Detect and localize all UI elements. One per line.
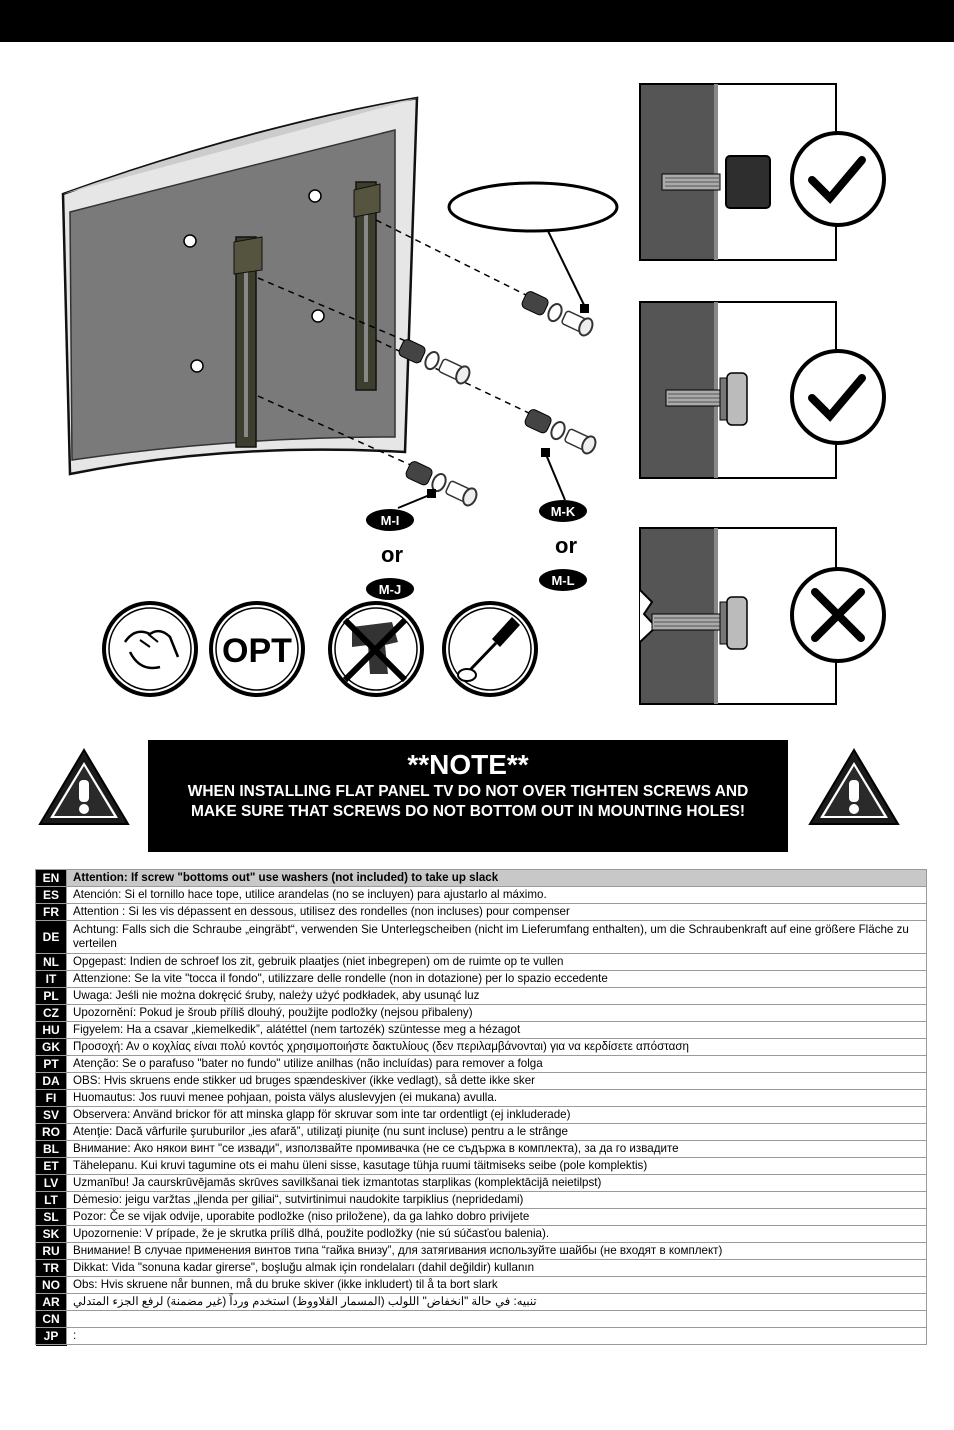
language-code: IT	[36, 971, 67, 988]
warning-triangle-icon-left	[36, 746, 132, 826]
language-row	[36, 1073, 927, 1090]
language-code: GK	[36, 1039, 67, 1056]
svg-text:M-I: M-I	[380, 513, 400, 528]
language-row	[36, 1243, 927, 1260]
language-text: تنبيه: في حالة "انخفاض" اللولب (المسمار القلاووظ) استخدم ورداً (غير مضمنة) لرفع الجزء المتدلي	[67, 1294, 927, 1311]
correct-install-panel-1	[640, 84, 884, 260]
installation-illustration	[0, 42, 954, 722]
svg-text:OPT: OPT	[222, 632, 292, 670]
language-code: SK	[36, 1226, 67, 1243]
language-code: DA	[36, 1073, 67, 1090]
label-m-i	[366, 509, 414, 531]
language-code: DE	[36, 921, 67, 954]
language-code: FR	[36, 904, 67, 921]
language-row	[36, 1090, 927, 1107]
note-title: **NOTE**	[407, 749, 529, 780]
svg-text:M-J: M-J	[378, 582, 402, 597]
warning-triangle-icon-right	[806, 746, 902, 826]
language-row	[36, 887, 927, 904]
language-row	[36, 921, 927, 954]
label-m-l	[539, 569, 587, 591]
language-row	[36, 988, 927, 1005]
language-warning-table	[35, 869, 927, 1345]
language-text: Achtung: Falls sich die Schraube „eingräbt“, verwenden Sie Unterlegscheiben (nicht im Lieferumfang enthalten), um die Schraubenkraft auf eine größere Fläche zu verteilen	[67, 921, 927, 954]
language-code: JP	[36, 1328, 67, 1345]
language-code: PT	[36, 1056, 67, 1073]
language-text: Внимание: Ако някои винт "се извади", използвайте промивачка (не се съдържа в комплекта), за да го извадите	[67, 1141, 927, 1158]
language-code	[36, 1345, 67, 1346]
language-code: ET	[36, 1158, 67, 1175]
language-text: Tähelepanu. Kui kruvi tagumine ots ei mahu üleni sisse, kasutage tühja ruumi täitmiseks seibe (pole komplektis)	[67, 1158, 927, 1175]
language-row	[36, 971, 927, 988]
language-text: Προσοχή: Αν ο κοχλίας είναι πολύ κοντός χρησιμοποιήστε δακτυλίους (δεν περιλαμβάνονται) για να κερδίσετε απόσταση	[67, 1039, 927, 1056]
language-text: Opgepast: Indien de schroef los zit, gebruik plaatjes (niet inbegrepen) om de ruimte op te vullen	[67, 954, 927, 971]
language-code: LT	[36, 1192, 67, 1209]
language-code: SL	[36, 1209, 67, 1226]
language-row	[36, 904, 927, 921]
language-code: RU	[36, 1243, 67, 1260]
callout-oval	[449, 183, 617, 231]
language-row	[36, 1226, 927, 1243]
language-code: BL	[36, 1141, 67, 1158]
language-row	[36, 1124, 927, 1141]
language-code: HU	[36, 1022, 67, 1039]
incorrect-install-panel	[640, 528, 884, 704]
language-row	[36, 1345, 927, 1346]
language-row	[36, 1039, 927, 1056]
language-row	[36, 954, 927, 971]
language-code: NO	[36, 1277, 67, 1294]
mounting-bracket-right	[354, 182, 380, 390]
or-label-right: or	[555, 533, 577, 558]
language-code: ES	[36, 887, 67, 904]
language-row	[36, 1192, 927, 1209]
language-text: Upozornění: Pokud je šroub příliš dlouhý, použijte podložky (nejsou přibaleny)	[67, 1005, 927, 1022]
language-row	[36, 1056, 927, 1073]
language-text: Dėmesio: jeigu varžtas „įlenda per giliai“, sutvirtinimui naudokite tarpiklius (nepridedami)	[67, 1192, 927, 1209]
language-row	[36, 1209, 927, 1226]
language-text	[67, 1345, 927, 1346]
language-row	[36, 1107, 927, 1124]
language-text: Attenzione: Se la vite "tocca il fondo", utilizzare delle rondelle (non in dotazione) per lo spazio eccedente	[67, 971, 927, 988]
language-row	[36, 1311, 927, 1328]
language-text	[67, 1311, 927, 1328]
language-text: Observera: Använd brickor för att minska glapp för skruvar som inte tar ordentligt (ej inkluderade)	[67, 1107, 927, 1124]
language-row	[36, 1260, 927, 1277]
correct-install-panel-2	[640, 302, 884, 478]
top-black-bar	[0, 0, 954, 42]
language-text: Uzmanību! Ja caurskrūvējamās skrūves savilkšanai tiek izmantotas starplikas (komplektācijā neietilpst)	[67, 1175, 927, 1192]
language-row	[36, 1158, 927, 1175]
svg-text:M-L: M-L	[551, 573, 575, 588]
language-code: RO	[36, 1124, 67, 1141]
language-code: PL	[36, 988, 67, 1005]
language-text: Figyelem: Ha a csavar „kiemelkedik”, alátéttel (nem tartozék) szüntesse meg a hézagot	[67, 1022, 927, 1039]
note-text: WHEN INSTALLING FLAT PANEL TV DO NOT OVER TIGHTEN SCREWS AND MAKE SURE THAT SCREWS DO NOT BOTTOM OUT IN MOUNTING HOLES!	[187, 783, 749, 820]
language-code: CN	[36, 1311, 67, 1328]
language-code: EN	[36, 870, 67, 887]
language-row	[36, 1005, 927, 1022]
language-row	[36, 1141, 927, 1158]
label-m-k	[539, 500, 587, 522]
language-text: Attention: If screw "bottoms out" use washers (not included) to take up slack	[67, 870, 927, 887]
language-code: SV	[36, 1107, 67, 1124]
language-code: AR	[36, 1294, 67, 1311]
language-text: :	[67, 1328, 927, 1345]
language-text: Внимание! В случае применения винтов типа “гайка внизу”, для затягивания используйте шайбы (не входят в комплект)	[67, 1243, 927, 1260]
language-text: Huomautus: Jos ruuvi menee pohjaan, poista välys aluslevyjen (ei mukana) avulla.	[67, 1090, 927, 1107]
language-text: OBS: Hvis skruens ende stikker ud bruges spændeskiver (ikke vedlagt), så dette ikke sker	[67, 1073, 927, 1090]
language-text: Dikkat: Vida "sonuna kadar girerse", boşluğu almak için rondelaları (dahil değildir) kullanın	[67, 1260, 927, 1277]
language-row	[36, 1328, 927, 1345]
language-text: Upozornenie: V prípade, že je skrutka príliš dlhá, použite podložky (nie sú súčasťou balenia).	[67, 1226, 927, 1243]
language-text: Pozor: Če se vijak odvije, uporabite podložke (niso priložene), da ga lahko dobro privijete	[67, 1209, 927, 1226]
language-text: Uwaga: Jeśli nie można dokręcić śruby, należy użyć podkładek, aby usunąć luz	[67, 988, 927, 1005]
svg-text:M-K: M-K	[550, 504, 576, 519]
screw-set-1	[520, 290, 595, 338]
note-box	[148, 740, 788, 852]
language-row	[36, 1022, 927, 1039]
language-text: Obs: Hvis skruene når bunnen, må du bruke skiver (ikke inkludert) til å ta bort slark	[67, 1277, 927, 1294]
screw-set-3	[523, 408, 598, 456]
hand-tighten-icon	[104, 603, 196, 695]
no-power-drill-icon	[330, 603, 422, 695]
language-row	[36, 1277, 927, 1294]
language-text: Attention : Si les vis dépassent en dessous, utilisez des rondelles (non incluses) pour compenser	[67, 904, 927, 921]
optional-icon	[211, 603, 303, 695]
language-code: FI	[36, 1090, 67, 1107]
language-row	[36, 1175, 927, 1192]
language-text: Atenção: Se o parafuso "bater no fundo" utilize anilhas (não incluídas) para remover a folga	[67, 1056, 927, 1073]
language-code: NL	[36, 954, 67, 971]
screwdriver-icon	[444, 603, 536, 695]
language-text: Atenţie: Dacă vârfurile şuruburilor „ies afară”, utilizaţi piuniţe (nu sunt incluse) pentru a le strânge	[67, 1124, 927, 1141]
language-row	[36, 870, 927, 887]
or-label-left: or	[381, 542, 403, 567]
language-row	[36, 1294, 927, 1311]
language-code: LV	[36, 1175, 67, 1192]
language-text: Atención: Si el tornillo hace tope, utilice arandelas (no se incluyen) para ajustarlo al máximo.	[67, 887, 927, 904]
language-code: TR	[36, 1260, 67, 1277]
label-m-j	[366, 578, 414, 600]
language-code: CZ	[36, 1005, 67, 1022]
